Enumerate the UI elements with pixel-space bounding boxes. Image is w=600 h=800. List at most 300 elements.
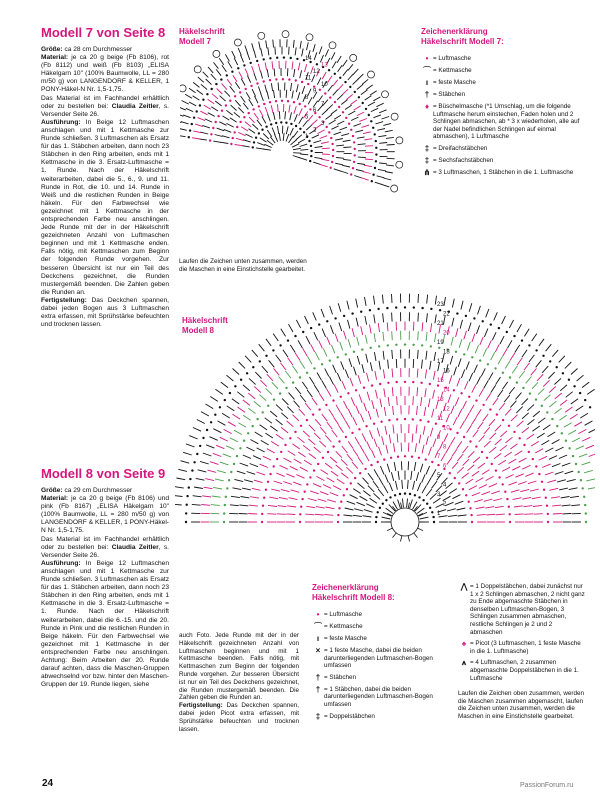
stitch-mark xyxy=(330,325,333,334)
round-number-label: 18 xyxy=(443,349,450,356)
stitch-mark xyxy=(586,479,595,481)
stitch-mark xyxy=(357,112,364,116)
stitch-mark xyxy=(287,506,296,507)
legend8r-text: = Picot (3 Luftmaschen, 1 feste Masche in die 1. Luftmasche) xyxy=(470,640,581,655)
chain-stitch-mark xyxy=(234,131,236,133)
chain-stitch-mark xyxy=(383,458,385,460)
stitch-mark xyxy=(537,374,543,381)
stitch-mark xyxy=(279,377,285,384)
stitch-mark xyxy=(579,454,587,457)
stitch-mark xyxy=(303,445,310,451)
stitch-mark xyxy=(386,137,394,138)
stitch-mark xyxy=(452,299,454,308)
model8-cont-para-label: Fertigstellung: xyxy=(179,702,223,710)
stitch-mark xyxy=(571,369,578,375)
stitch-mark xyxy=(221,382,228,388)
stitch-mark xyxy=(331,52,335,59)
chain-stitch-mark xyxy=(316,63,318,65)
stitch-mark xyxy=(321,470,329,475)
stitch-mark xyxy=(279,133,280,141)
stitch-mark xyxy=(382,517,391,519)
stitch-mark xyxy=(247,75,250,82)
chain-stitch-mark xyxy=(486,457,488,459)
stitch-mark xyxy=(475,345,478,353)
chain-stitch-mark xyxy=(280,121,282,123)
stitch-mark xyxy=(296,84,298,92)
stitch-mark xyxy=(477,325,480,334)
stitch-mark xyxy=(300,144,308,146)
chain-stitch-mark xyxy=(375,521,377,523)
stitch-mark xyxy=(503,348,508,356)
stitch-mark xyxy=(365,335,367,344)
stitch-mark xyxy=(313,101,318,108)
round-number-label: 12 xyxy=(443,406,450,413)
model7-para-segment: Das Material ist im Fachhandel erhältlich oder zu bestellen bei: xyxy=(41,94,169,110)
stitch-mark xyxy=(520,489,529,491)
stitch-mark xyxy=(370,430,373,438)
chain-stitch-mark xyxy=(287,100,289,102)
stitch-mark xyxy=(495,439,502,445)
stitch-mark xyxy=(427,295,428,304)
stitch-mark xyxy=(411,471,412,480)
stitch-mark xyxy=(486,393,491,401)
chain-stitch-mark xyxy=(482,404,484,406)
chain-stitch-mark xyxy=(256,82,258,84)
chain-stitch-mark xyxy=(430,345,432,347)
model7-para-segment: Claudia Zeitler, s. Versender Seite 26. xyxy=(41,102,170,118)
chain-stitch-mark xyxy=(196,453,198,455)
stitch-mark xyxy=(319,393,324,401)
stitch-mark xyxy=(314,52,317,60)
stitch-mark xyxy=(394,462,396,471)
stitch-mark xyxy=(218,421,226,425)
stitch-mark xyxy=(506,437,513,443)
stitch-mark xyxy=(419,435,421,444)
chain-stitch-mark xyxy=(538,473,540,475)
stitch-mark xyxy=(286,134,289,142)
stitch-mark xyxy=(178,469,187,471)
stitch-mark xyxy=(242,488,251,490)
stitch-mark xyxy=(318,499,327,501)
chain-stitch-mark xyxy=(348,123,350,125)
stitch-mark xyxy=(256,148,264,149)
stitch-mark xyxy=(254,401,261,407)
stitch-mark xyxy=(299,108,302,115)
stitch-mark xyxy=(343,515,352,516)
chain-stitch-mark xyxy=(547,521,549,523)
stitch-mark xyxy=(327,389,332,397)
stitch-mark xyxy=(228,422,236,427)
chain-stitch-mark xyxy=(433,521,435,523)
stitch-mark xyxy=(219,122,226,126)
chain-stitch-mark xyxy=(556,366,558,368)
chain-stitch-mark xyxy=(396,418,398,420)
chain-stitch-mark xyxy=(301,498,303,500)
chain-stitch-mark xyxy=(529,392,531,394)
stitch-mark xyxy=(315,419,321,426)
stitch-mark xyxy=(452,449,457,456)
stitch-mark xyxy=(526,377,532,384)
chain-stitch-mark xyxy=(299,128,301,130)
stitch-mark xyxy=(306,125,312,130)
chain-stitch-mark xyxy=(509,376,511,378)
stitch-mark xyxy=(357,356,360,365)
stitch-mark xyxy=(527,419,534,425)
stitch-mark xyxy=(433,390,435,399)
stitch-mark xyxy=(457,454,463,461)
stitch-mark xyxy=(384,178,392,180)
stitch-mark xyxy=(200,461,209,464)
stitch-mark xyxy=(412,434,413,443)
stitch-mark xyxy=(543,380,549,386)
stitch-mark xyxy=(314,433,320,439)
stitch-symbol-icon: ⌒ xyxy=(423,66,431,75)
stitch-mark xyxy=(252,350,258,357)
stitch-mark xyxy=(458,409,462,417)
chain-stitch-mark xyxy=(330,167,332,169)
chain-stitch-mark xyxy=(346,488,348,490)
stitch-mark xyxy=(223,454,231,457)
stitch-mark xyxy=(180,114,184,117)
chain-stitch-mark xyxy=(465,315,467,317)
stitch-mark xyxy=(363,516,372,517)
stitch-mark xyxy=(346,421,351,429)
stitch-mark xyxy=(274,90,275,98)
stitch-mark xyxy=(291,83,292,91)
stitch-mark xyxy=(348,320,350,329)
chain-stitch-mark xyxy=(252,425,254,427)
stitch-mark xyxy=(314,157,322,158)
stitch-mark xyxy=(265,62,267,70)
stitch-mark xyxy=(208,99,215,104)
stitch-mark xyxy=(382,436,384,445)
stitch-mark xyxy=(223,116,230,120)
stitch-mark xyxy=(364,165,372,166)
stitch-mark xyxy=(354,124,362,127)
stitch-mark xyxy=(542,464,550,467)
stitch-mark xyxy=(247,52,250,60)
stitch-mark xyxy=(365,96,372,100)
stitch-mark xyxy=(401,503,402,509)
stitch-mark xyxy=(374,493,381,499)
stitch-mark xyxy=(224,429,232,433)
chain-stitch-mark xyxy=(556,425,558,427)
stitch-mark xyxy=(444,297,446,306)
stitch-mark xyxy=(245,69,248,76)
stitch-mark xyxy=(343,147,351,148)
chain-stitch-mark xyxy=(248,112,250,114)
chain-stitch-mark xyxy=(420,382,422,384)
stitch-mark xyxy=(300,467,308,471)
stitch-mark xyxy=(361,326,363,335)
stitch-mark xyxy=(413,359,414,368)
picot-mark xyxy=(350,54,357,61)
stitch-mark xyxy=(373,97,380,101)
chain-stitch-mark xyxy=(437,464,439,466)
stitch-mark xyxy=(333,89,338,95)
stitch-mark xyxy=(495,344,499,352)
stitch-mark xyxy=(349,358,352,367)
stitch-mark xyxy=(489,373,494,381)
chain-stitch-mark xyxy=(582,487,584,489)
chain-stitch-mark xyxy=(354,148,356,150)
round-number-label: 23 xyxy=(437,302,444,308)
stitch-mark xyxy=(206,445,214,448)
stitch-mark xyxy=(322,72,326,79)
stitch-mark xyxy=(303,348,308,356)
round-number-label: 15 xyxy=(437,378,444,384)
stitch-mark xyxy=(324,514,333,515)
stitch-symbol-icon: ♦ xyxy=(424,102,430,111)
round-number-label: 3 xyxy=(321,121,325,127)
chain-stitch-mark xyxy=(580,479,582,481)
stitch-mark xyxy=(377,103,384,107)
stitch-mark xyxy=(265,433,273,438)
chain-stitch-mark xyxy=(386,307,388,309)
stitch-mark xyxy=(263,149,271,150)
stitch-mark xyxy=(286,474,294,477)
stitch-mark xyxy=(491,352,495,360)
model8-para-segment: Das Material ist im Fachhandel erhältlich oder zu bestellen bei: xyxy=(41,535,169,551)
round-number-label: 4 xyxy=(443,482,447,489)
stitch-mark xyxy=(474,365,478,373)
stitch-mark xyxy=(477,377,481,385)
stitch-mark xyxy=(440,491,447,497)
chain-stitch-mark xyxy=(193,461,195,463)
stitch-mark xyxy=(321,159,329,161)
picot-mark xyxy=(329,42,336,49)
chain-stitch-mark xyxy=(387,382,389,384)
stitch-mark xyxy=(258,64,260,72)
stitch-mark xyxy=(206,404,214,409)
stitch-mark xyxy=(300,395,306,402)
chain-stitch-mark xyxy=(568,379,570,381)
stitch-mark xyxy=(569,488,578,490)
chain-stitch-mark xyxy=(431,461,433,463)
stitch-mark xyxy=(472,385,476,393)
chain-stitch-mark xyxy=(212,127,214,129)
stitch-mark xyxy=(457,467,464,473)
stitch-mark xyxy=(257,120,262,126)
stitch-mark xyxy=(352,328,354,337)
stitch-mark xyxy=(276,434,283,439)
stitch-mark xyxy=(180,129,187,131)
stitch-mark xyxy=(334,385,338,393)
chain-stitch-mark xyxy=(329,359,331,361)
round-number-label: 8 xyxy=(305,95,309,101)
stitch-mark xyxy=(238,48,241,55)
chain-stitch-mark xyxy=(397,456,399,458)
stitch-mark xyxy=(548,432,556,437)
chain-stitch-mark xyxy=(338,440,340,442)
chain-stitch-mark xyxy=(498,476,500,478)
chain-stitch-mark xyxy=(506,331,508,333)
stitch-mark xyxy=(555,408,562,413)
stitch-mark xyxy=(386,445,388,454)
stitch-mark xyxy=(478,306,481,315)
stitch-mark xyxy=(360,445,365,453)
stitch-mark xyxy=(365,159,373,160)
stitch-mark xyxy=(183,115,191,118)
stitch-mark xyxy=(305,64,307,72)
chain-stitch-mark xyxy=(562,372,564,374)
stitch-mark xyxy=(294,69,295,77)
stitch-mark xyxy=(576,446,584,450)
stitch-mark xyxy=(336,451,342,457)
legend7-text: = feste Masche xyxy=(433,79,476,86)
stitch-mark xyxy=(387,464,390,473)
chain-stitch-mark xyxy=(327,451,329,453)
chain-stitch-mark xyxy=(394,494,396,496)
chain-stitch-mark xyxy=(438,347,440,349)
stitch-mark xyxy=(472,493,480,496)
round-number-label: 19 xyxy=(437,340,444,346)
stitch-mark xyxy=(522,465,530,469)
stitch-mark xyxy=(421,397,422,406)
chain-stitch-mark xyxy=(340,396,342,398)
stitch-mark xyxy=(250,464,258,467)
stitch-mark xyxy=(587,389,594,394)
legend7-text: = Kettmasche xyxy=(433,67,472,74)
chain-stitch-mark xyxy=(349,86,351,88)
stitch-mark xyxy=(393,533,397,538)
stitch-mark xyxy=(472,471,479,476)
stitch-mark xyxy=(239,72,243,79)
chain-stitch-mark xyxy=(237,67,239,69)
chain-stitch-mark xyxy=(295,79,297,81)
stitch-mark xyxy=(325,368,329,376)
stitch-mark xyxy=(470,405,475,413)
stitch-mark xyxy=(233,75,237,82)
stitch-mark xyxy=(322,414,328,421)
stitch-mark xyxy=(337,94,343,100)
legend8-right xyxy=(458,583,586,721)
stitch-mark xyxy=(217,470,226,472)
stitch-mark xyxy=(277,514,286,515)
chain-stitch-mark xyxy=(256,418,258,420)
stitch-mark xyxy=(278,104,279,112)
stitch-mark xyxy=(314,332,318,340)
stitch-mark xyxy=(541,440,549,445)
stitch-mark xyxy=(235,100,240,106)
chain-stitch-mark xyxy=(231,71,233,73)
chain-stitch-mark xyxy=(294,335,296,337)
stitch-mark xyxy=(559,488,568,490)
stitch-mark xyxy=(533,505,542,506)
stitch-mark xyxy=(296,320,300,328)
stitch-mark xyxy=(496,377,501,385)
stitch-mark xyxy=(463,401,467,409)
stitch-mark xyxy=(472,334,475,342)
stitch-mark xyxy=(459,339,462,348)
stitch-mark xyxy=(343,159,351,160)
stitch-mark xyxy=(461,301,463,310)
stitch-mark xyxy=(283,482,292,485)
stitch-mark xyxy=(253,456,261,460)
legend7-item xyxy=(421,79,581,87)
chain-stitch-mark xyxy=(326,320,328,322)
stitch-mark xyxy=(234,112,240,117)
chain-stitch-mark xyxy=(263,80,265,82)
stitch-mark xyxy=(576,406,584,411)
stitch-mark xyxy=(292,91,293,99)
stitch-mark xyxy=(304,460,312,465)
stitch-mark xyxy=(269,497,278,499)
stitch-mark xyxy=(551,497,560,498)
model8-para-label: Größe: xyxy=(41,487,63,494)
stitch-mark xyxy=(504,395,510,402)
stitch-mark xyxy=(374,439,377,447)
legend7-item xyxy=(421,67,581,75)
stitch-mark xyxy=(336,145,344,146)
stitch-mark xyxy=(245,46,248,54)
stitch-mark xyxy=(374,296,375,305)
stitch-mark xyxy=(211,74,216,80)
legend7-text: = Sechsfachstäbchen xyxy=(433,156,494,164)
stitch-mark xyxy=(295,353,300,361)
stitch-mark xyxy=(298,139,305,143)
stitch-mark xyxy=(479,485,487,489)
stitch-mark xyxy=(295,387,301,394)
chain-stitch-mark xyxy=(404,306,406,308)
chain-stitch-mark xyxy=(429,507,431,509)
stitch-mark xyxy=(254,387,261,393)
stitch-mark xyxy=(312,398,317,405)
stitch-mark xyxy=(341,473,348,479)
chain-stitch-mark xyxy=(379,507,381,509)
stitch-mark xyxy=(549,401,556,407)
stitch-mark xyxy=(362,364,364,373)
stitch-mark xyxy=(398,471,399,480)
stitch-mark xyxy=(289,47,290,55)
legend7-item xyxy=(421,145,581,153)
stitch-mark xyxy=(203,72,209,78)
stitch-mark xyxy=(559,415,566,420)
stitch-mark xyxy=(233,488,242,490)
stitch-symbol-icon: ‡ xyxy=(424,143,430,153)
chain-stitch-mark xyxy=(414,494,416,496)
stitch-mark xyxy=(234,430,242,434)
chain-stitch-mark xyxy=(267,481,269,483)
stitch-mark xyxy=(441,453,446,461)
stitch-mark xyxy=(512,466,520,470)
chain-stitch-mark xyxy=(275,122,277,124)
stitch-mark xyxy=(183,452,192,455)
stitch-mark xyxy=(555,393,562,399)
chain-stitch-mark xyxy=(240,379,242,381)
stitch-mark xyxy=(335,334,338,342)
stitch-mark xyxy=(334,169,342,172)
chain-stitch-mark xyxy=(463,436,465,438)
stitch-mark xyxy=(525,473,533,476)
chain-stitch-mark xyxy=(561,432,563,434)
stitch-mark xyxy=(557,480,566,482)
chain-stitch-mark xyxy=(350,482,352,484)
stitch-mark xyxy=(211,107,218,111)
stitch-mark xyxy=(358,457,363,464)
stitch-mark xyxy=(491,491,500,494)
chain-stitch-mark xyxy=(234,385,236,387)
stitch-mark xyxy=(468,451,474,457)
chain-stitch-mark xyxy=(280,451,282,453)
stitch-mark xyxy=(230,118,237,122)
chain-stitch-mark xyxy=(215,121,217,123)
stitch-mark xyxy=(259,344,265,351)
stitch-mark xyxy=(494,453,501,458)
chain-stitch-mark xyxy=(210,421,212,423)
stitch-mark xyxy=(300,154,308,155)
stitch-mark xyxy=(385,172,393,174)
